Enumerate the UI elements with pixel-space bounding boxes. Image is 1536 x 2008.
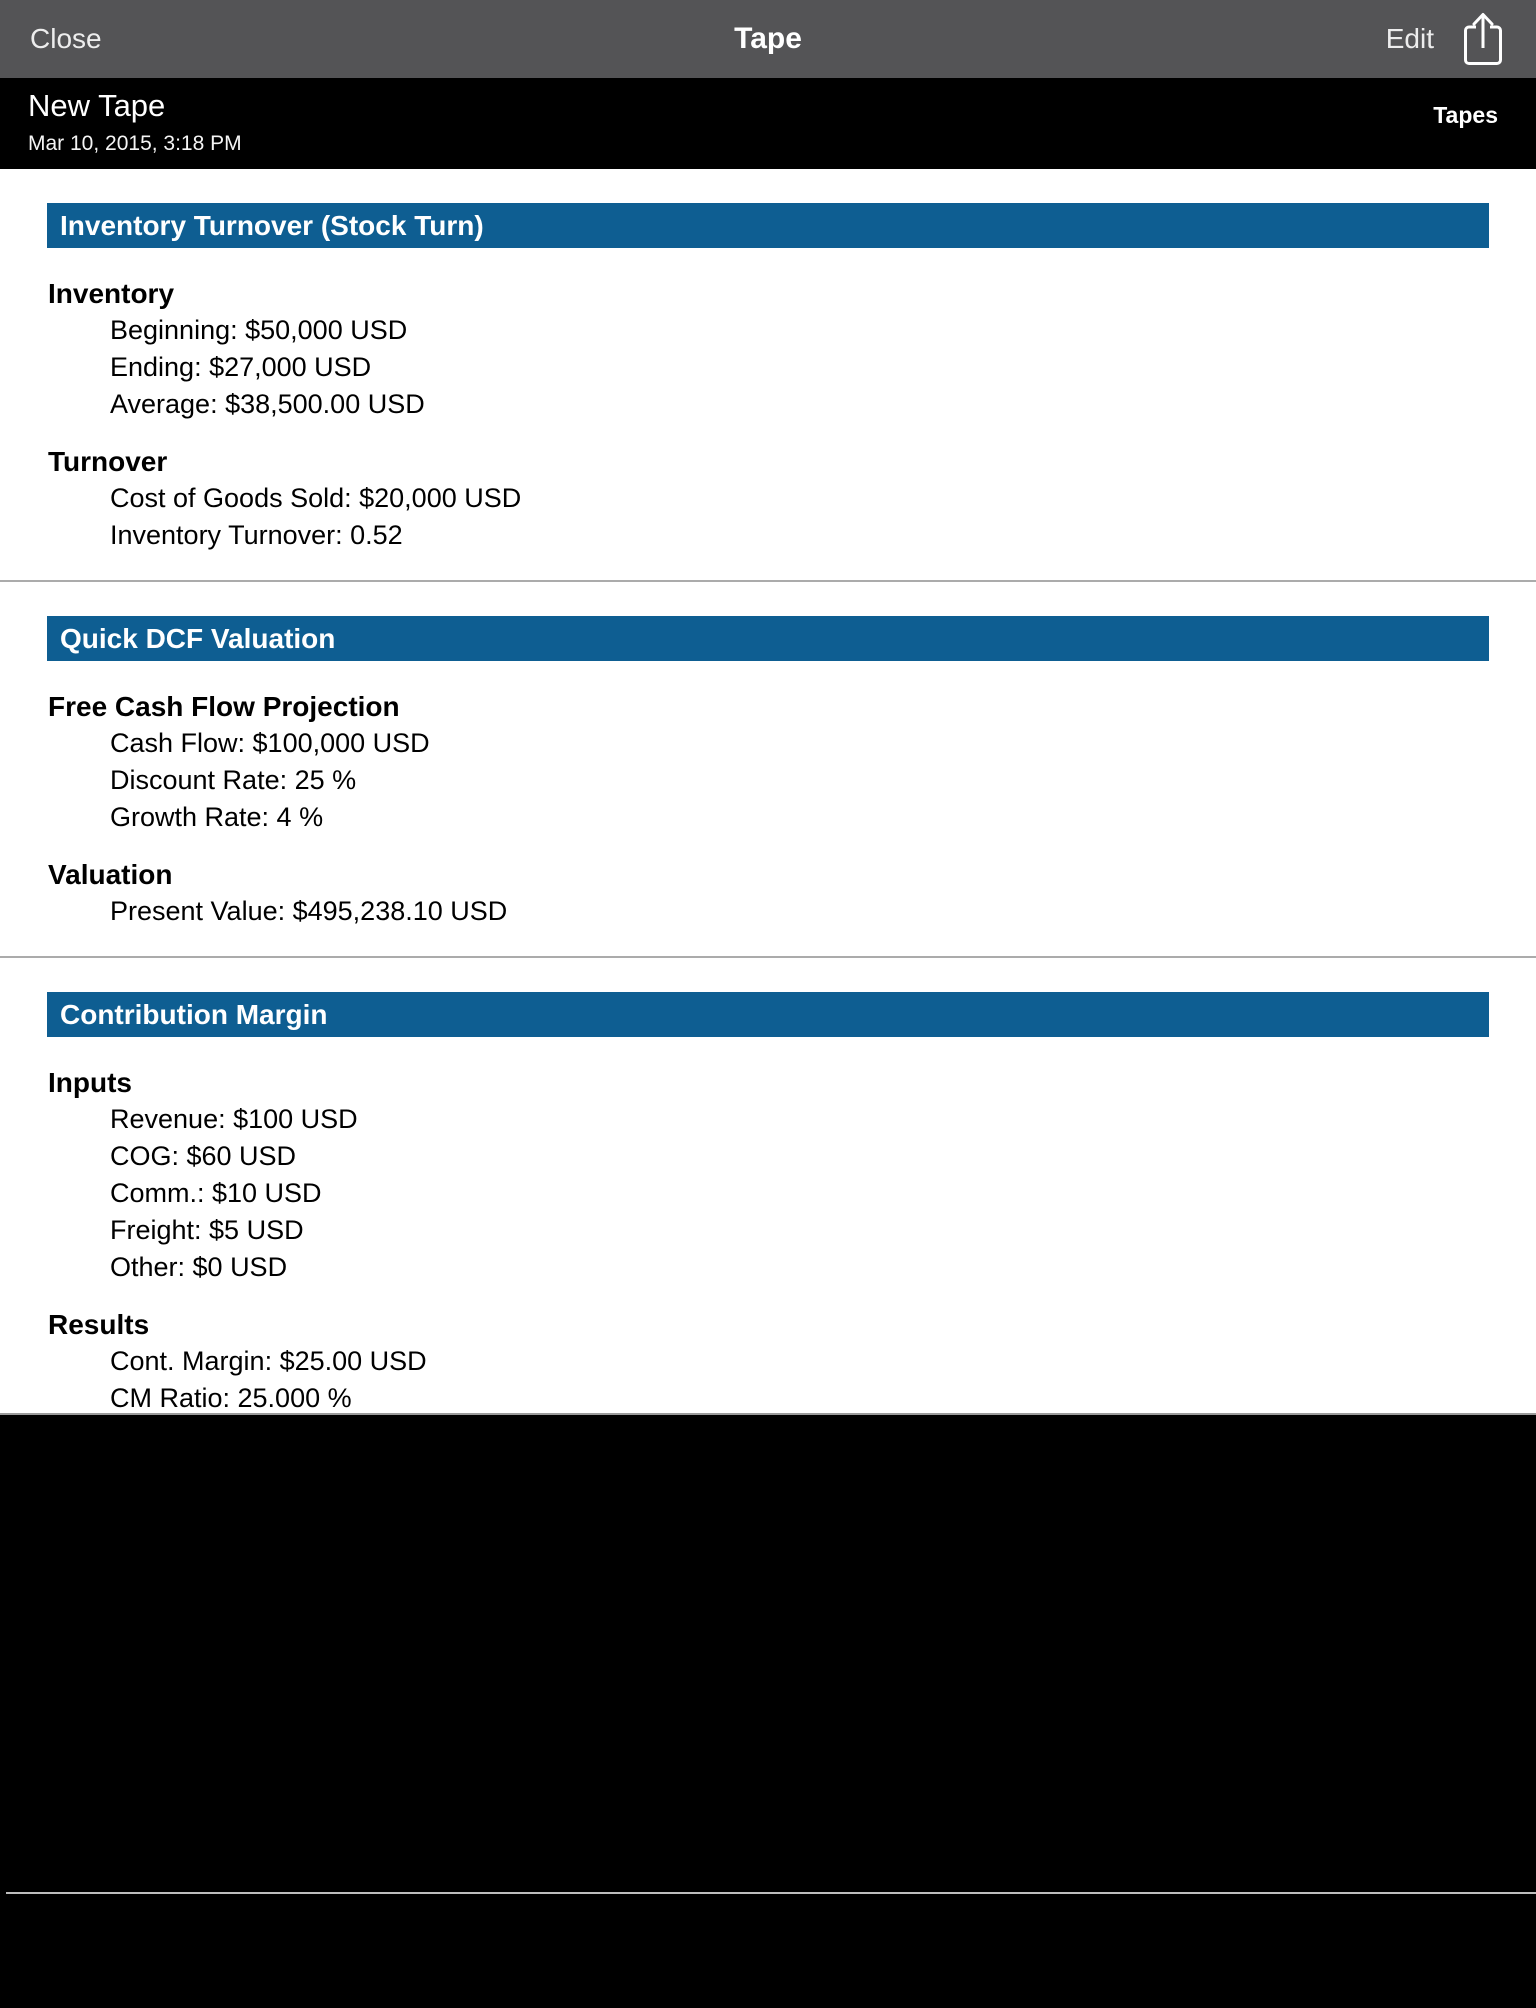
tape-line: Present Value: $495,238.10 USD <box>110 896 508 926</box>
tape-date: Mar 10, 2015, 3:18 PM <box>28 132 242 155</box>
tape-line: Comm.: $10 USD <box>110 1178 322 1208</box>
tape-line: Inventory Turnover: 0.52 <box>110 520 403 550</box>
group-inventory <box>0 275 1536 423</box>
tape-line: Growth Rate: 4 % <box>110 802 324 832</box>
section-inventory-turnover <box>0 203 1536 580</box>
group-title: Inputs <box>48 1067 132 1098</box>
section-header-bar: Quick DCF Valuation <box>47 616 1489 661</box>
navbar-right-group <box>1386 10 1506 68</box>
bottom-black-area <box>0 1415 1536 2008</box>
tape-line: COG: $60 USD <box>110 1141 297 1171</box>
tape-content[interactable] <box>0 169 1536 1415</box>
tape-header-left <box>28 88 242 169</box>
section-quick-dcf <box>0 616 1536 956</box>
group-title: Turnover <box>48 446 168 477</box>
tape-name: New Tape <box>28 88 166 123</box>
tape-line: Revenue: $100 USD <box>110 1104 358 1134</box>
section-divider <box>0 580 1536 582</box>
tape-line: Freight: $5 USD <box>110 1215 304 1245</box>
navigation-bar <box>0 0 1536 78</box>
group-turnover <box>0 443 1536 554</box>
group-valuation <box>0 856 1536 930</box>
share-icon <box>1460 56 1506 71</box>
tape-line: Cash Flow: $100,000 USD <box>110 728 430 758</box>
edit-button[interactable]: Edit <box>1385 23 1434 54</box>
tape-line: Beginning: $50,000 USD <box>110 315 408 345</box>
tape-line: Cost of Goods Sold: $20,000 USD <box>110 483 522 513</box>
group-title: Valuation <box>48 859 173 890</box>
tape-line: Other: $0 USD <box>110 1252 288 1282</box>
page-title: Tape <box>734 22 802 55</box>
group-fcf-projection <box>0 688 1536 836</box>
section-header-bar: Inventory Turnover (Stock Turn) <box>47 203 1489 248</box>
tape-line: Discount Rate: 25 % <box>110 765 357 795</box>
tape-line: Ending: $27,000 USD <box>110 352 372 382</box>
tape-line: CM Ratio: 25.000 % <box>110 1383 352 1413</box>
share-button[interactable] <box>1460 10 1506 68</box>
group-results <box>0 1306 1536 1415</box>
tape-line: Average: $38,500.00 USD <box>110 389 425 419</box>
group-inputs <box>0 1064 1536 1286</box>
group-title: Results <box>48 1309 150 1340</box>
tapes-button[interactable]: Tapes <box>1433 102 1498 128</box>
section-contribution-margin <box>0 992 1536 1415</box>
close-button[interactable]: Close <box>30 23 102 54</box>
group-title: Inventory <box>48 278 175 309</box>
section-divider <box>0 956 1536 958</box>
section-header-bar: Contribution Margin <box>47 992 1489 1037</box>
tape-header <box>0 78 1536 169</box>
group-title: Free Cash Flow Projection <box>48 691 400 722</box>
tape-line: Cont. Margin: $25.00 USD <box>110 1346 427 1376</box>
bottom-divider-line <box>6 1892 1536 1894</box>
